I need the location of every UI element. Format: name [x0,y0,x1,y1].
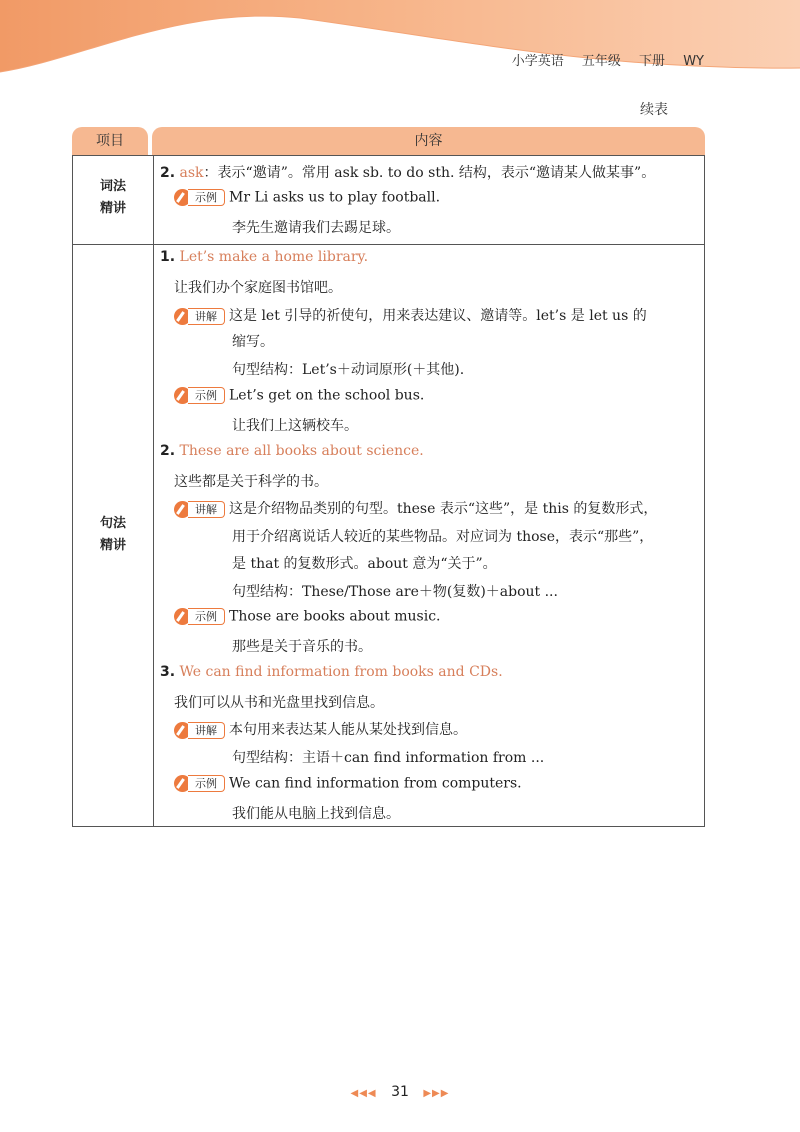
example-line: 示例 Those are books about music. [174,608,441,625]
example-line [174,189,440,206]
row-label-line: 精讲 [99,538,126,553]
sentence-heading: 1. Let’s make a home library. [160,249,369,265]
sentence-translation: 我们可以从书和光盘里找到信息。 [174,695,384,711]
running-header [498,50,704,69]
vocab-word: ask [179,165,204,181]
vocab-description: ：表示“邀请”。常用 ask sb. to do sth. 结构，表示“邀请某人做某事”。 [203,165,656,181]
table-body [72,155,705,827]
explain-line: 讲解 本句用来表达某人能从某处找到信息。 [174,719,467,739]
row-label-line: 词法 [99,179,126,194]
col-header-item: 项目 [72,127,148,155]
sentence-translation: 让我们办个家庭图书馆吧。 [174,280,342,296]
sentence-heading: 3. We can find information from books and CDs. [160,664,503,680]
explain-line: 讲解 这是 let 引导的祈使句，用来表达建议、邀请等。let’s 是 let us 的 [174,305,647,325]
example-line: 示例 Let’s get on the school bus. [174,387,424,404]
right-arrows-icon: ▶▶▶ [423,1088,450,1099]
explain-badge: 讲解 [174,722,226,739]
header-grade: 五年级 [581,54,621,69]
explain-line: 讲解 这是介绍物品类别的句型。these 表示“这些”，是 this 的复数形式， [174,498,657,518]
sentence-translation: 这些都是关于科学的书。 [174,474,328,490]
example-zh: 我们能从电脑上找到信息。 [232,806,400,822]
explain-badge: 讲解 [174,308,226,325]
example-badge: 示例 [174,387,226,404]
example-badge: 示例 [174,608,226,625]
explain-continuation: 用于介绍离说话人较近的某些物品。对应词为 those，表示“那些”， [232,529,654,545]
explain-badge: 讲解 [174,501,226,518]
example-line: 示例 We can find information from computers. [174,775,522,792]
header-subject: 小学英语 [511,54,564,69]
page-number: 31 [391,1084,409,1100]
example-zh: 那些是关于音乐的书。 [232,639,372,655]
explain-continuation: 是 that 的复数形式。about 意为“关于”。 [232,556,497,572]
col-header-content: 内容 [152,127,705,155]
row-label-line: 句法 [99,516,126,531]
example-en: Mr Li asks us to play football. [229,189,441,206]
table-header [72,127,705,155]
left-arrows-icon: ◀◀◀ [350,1088,377,1099]
example-badge: 示例 [174,775,226,792]
example-badge: 示例 [174,189,226,206]
continued-label: 续表 [640,102,668,118]
row-label-sentence [73,513,153,557]
explain-continuation: 缩写。 [232,334,274,350]
column-divider [153,156,154,826]
header-edition: WY [683,54,704,69]
top-banner [0,0,800,90]
page-footer [0,1084,800,1100]
example-zh: 让我们上这辆校车。 [232,418,358,434]
row-label-line: 精讲 [99,201,126,216]
sentence-heading: 2. These are all books about science. [160,443,424,459]
content-table [72,127,705,827]
row-label-vocab [73,176,153,220]
pattern-line: 句型结构：Let’s＋动词原形(＋其他). [232,362,465,378]
pattern-line: 句型结构：These/Those are＋物(复数)＋about ... [232,584,558,600]
header-volume: 下册 [639,54,666,69]
vocab-entry [160,162,655,182]
example-zh: 李先生邀请我们去踢足球。 [232,220,400,236]
pattern-line: 句型结构：主语＋can find information from ... [232,750,545,766]
row-divider [73,244,704,245]
item-number: 2. [160,165,176,181]
